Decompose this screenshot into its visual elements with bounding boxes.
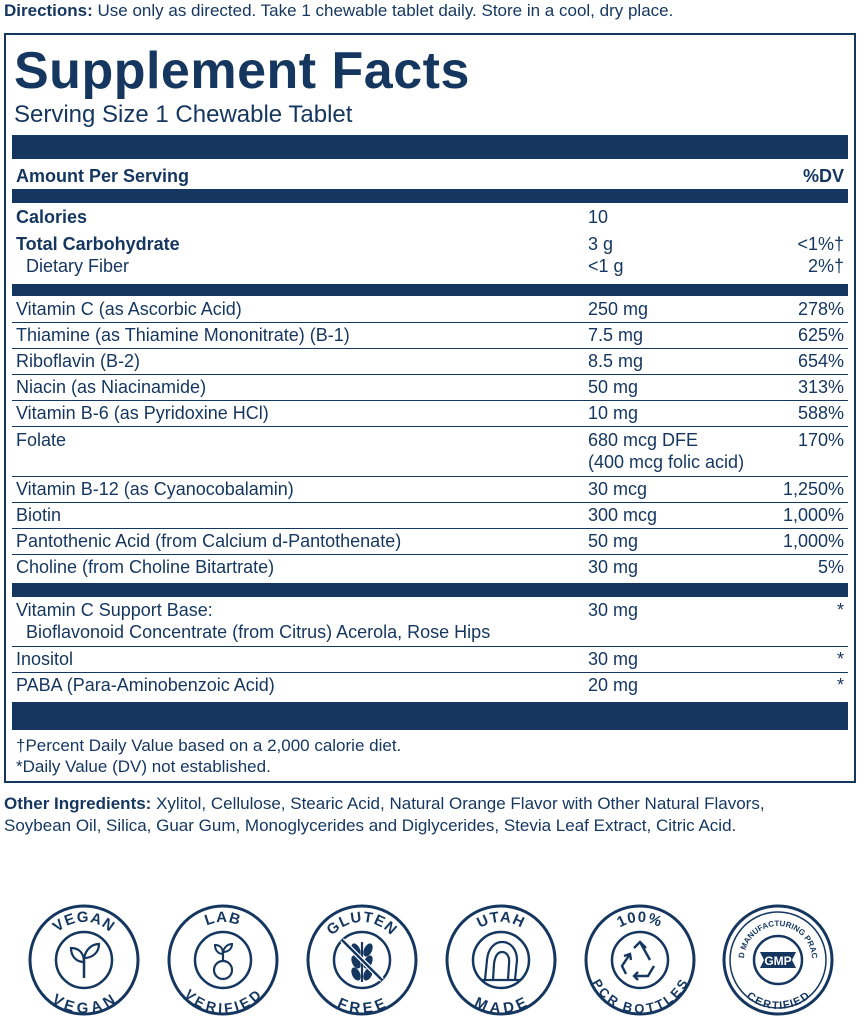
nutrient-name-detail: Bioflavonoid Concentrate (from Citrus) Acerola, Rose Hips [26,622,491,642]
nutrient-amount: 8.5 mg [588,351,644,371]
gmp-seal-icon [722,904,834,1016]
thick-divider-others [12,583,848,597]
nutrient-dv: 2%† [807,256,844,276]
nutrient-dv: 588% [797,403,844,423]
nutrient-name: Vitamin C Support Base: [16,600,213,620]
badge-center-text: GMP [764,954,792,968]
badge-bottom-text: MADE [471,993,531,1016]
nutrient-amount: 680 mcg DFE [588,430,699,450]
nutrient-amount: 30 mg [588,557,639,577]
gluten-free-badge [306,904,418,1016]
row-divider [12,528,848,529]
certification-badges [28,904,834,1016]
row-divider [12,348,848,349]
utah-made-badge [445,904,557,1016]
nutrient-amount: 10 [588,207,609,227]
nutrient-dv: 1,000% [782,505,844,525]
row-divider [12,502,848,503]
nutrient-amount: 250 mg [588,299,649,319]
arch-icon [445,904,557,1016]
nutrient-amount: <1 g [588,256,624,276]
row-divider [12,554,848,555]
nutrient-amount: 10 mg [588,403,639,423]
row-divider [12,672,848,673]
nutrient-amount-note: (400 mcg folic acid) [588,452,745,472]
badge-top-text: LAB [202,908,244,930]
badge-bottom-text: CERTIFIED [744,990,812,1013]
nutrient-name: Thiamine (as Thiamine Mononitrate) (B-1) [16,325,350,345]
badge-top-text: VEGAN [49,908,119,936]
badge-bottom-text: VERIFIED [181,985,265,1016]
badge-top-text: D MANUFACTURING PRAC [736,918,820,960]
thick-divider-top [12,135,848,159]
gmp-certified-badge [722,904,834,1016]
nutrient-dv: * [836,675,844,695]
footnote-not-established: *Daily Value (DV) not established. [16,757,271,776]
thick-divider-bottom [12,702,848,730]
nutrient-name: Choline (from Choline Bitartrate) [16,557,275,577]
row-divider [12,646,848,647]
svg-text:VERIFIED [181,986,264,1016]
svg-text:VEGAN [49,991,119,1016]
directions-label: Directions: [4,1,93,20]
nutrient-name: Vitamin B-12 (as Cyanocobalamin) [16,479,294,499]
other-ingredients-line1: Xylitol, Cellulose, Stearic Acid, Natural Orange Flavor with Other Natural Flavors, [151,794,765,813]
nutrient-dv: 1,250% [782,479,844,499]
row-divider [12,426,848,427]
dv-header: %DV [802,166,844,186]
nutrient-amount: 3 g [588,234,614,254]
nutrient-dv: 1,000% [782,531,844,551]
svg-text:UTAH [474,909,527,932]
recycle-icon [584,904,696,1016]
svg-text:100% [614,909,665,931]
nutrient-dv: 170% [797,430,844,450]
nutrient-amount: 20 mg [588,675,639,695]
other-ingredients-line2: Soybean Oil, Silica, Guar Gum, Monoglycerides and Diglycerides, Stevia Leaf Extract, Citric Acid. [4,816,737,835]
thick-divider-header [12,189,848,203]
svg-text:PCR BOTTLES [589,976,691,1016]
amount-per-serving-header: Amount Per Serving [16,166,190,186]
vegan-badge [28,904,140,1016]
thick-divider-vitamins [12,284,848,296]
directions [4,1,673,21]
nutrient-name: Calories [16,207,88,227]
nutrient-amount: 30 mcg [588,479,648,499]
badge-top-text: GLUTEN [323,908,401,939]
footnote-dv: †Percent Daily Value based on a 2,000 calorie diet. [16,736,402,755]
nutrient-dv: 278% [797,299,844,319]
nutrient-dv: <1%† [797,234,844,254]
serving-size: Serving Size 1 Chewable Tablet [14,101,353,128]
pcr-bottles-badge [584,904,696,1016]
nutrient-name: Niacin (as Niacinamide) [16,377,207,397]
panel-title: Supplement Facts [14,42,470,100]
other-ingredients-label: Other Ingredients: [4,794,152,813]
nutrient-name: Vitamin B-6 (as Pyridoxine HCl) [16,403,269,423]
badge-bottom-text: VEGAN [48,990,120,1016]
nutrient-name: Riboflavin (B-2) [16,351,141,371]
row-divider [12,400,848,401]
nutrient-amount: 30 mg [588,649,639,669]
badge-top-text: 100% [614,908,666,932]
nutrient-name: Inositol [16,649,74,669]
nutrient-dv: 625% [797,325,844,345]
badge-bottom-text: FREE [334,994,389,1016]
svg-text:LAB [203,909,244,929]
sprout-icon [28,904,140,1016]
wheat-icon [306,904,418,1016]
nutrient-dv: * [836,600,844,620]
other-ingredients [4,793,854,837]
badge-bottom-text: PCR BOTTLES [589,976,691,1016]
nutrient-name: Folate [16,430,67,450]
nutrient-name: Vitamin C (as Ascorbic Acid) [16,299,242,319]
badge-top-text: UTAH [474,908,528,932]
lab-verified-badge [167,904,279,1016]
row-divider [12,322,848,323]
row-divider [12,476,848,477]
nutrient-name: PABA (Para-Aminobenzoic Acid) [16,675,275,695]
nutrient-dv: 313% [797,377,844,397]
nutrient-name: Total Carbohydrate [16,234,180,254]
nutrient-amount: 50 mg [588,531,639,551]
nutrient-amount: 300 mcg [588,505,658,525]
nutrient-dv: 654% [797,351,844,371]
nutrient-name: Dietary Fiber [26,256,130,276]
directions-text: Use only as directed. Take 1 chewable tablet daily. Store in a cool, dry place. [92,1,674,20]
row-divider [12,374,848,375]
nutrient-amount: 7.5 mg [588,325,644,345]
flask-sprout-icon [167,904,279,1016]
nutrient-amount: 50 mg [588,377,639,397]
nutrient-dv: * [836,649,844,669]
nutrient-name: Biotin [16,505,62,525]
nutrient-name: Pantothenic Acid (from Calcium d-Pantothenate) [16,531,402,551]
supplement-facts-panel [4,33,856,783]
nutrient-dv: 5% [817,557,844,577]
nutrient-amount: 30 mg [588,600,639,620]
